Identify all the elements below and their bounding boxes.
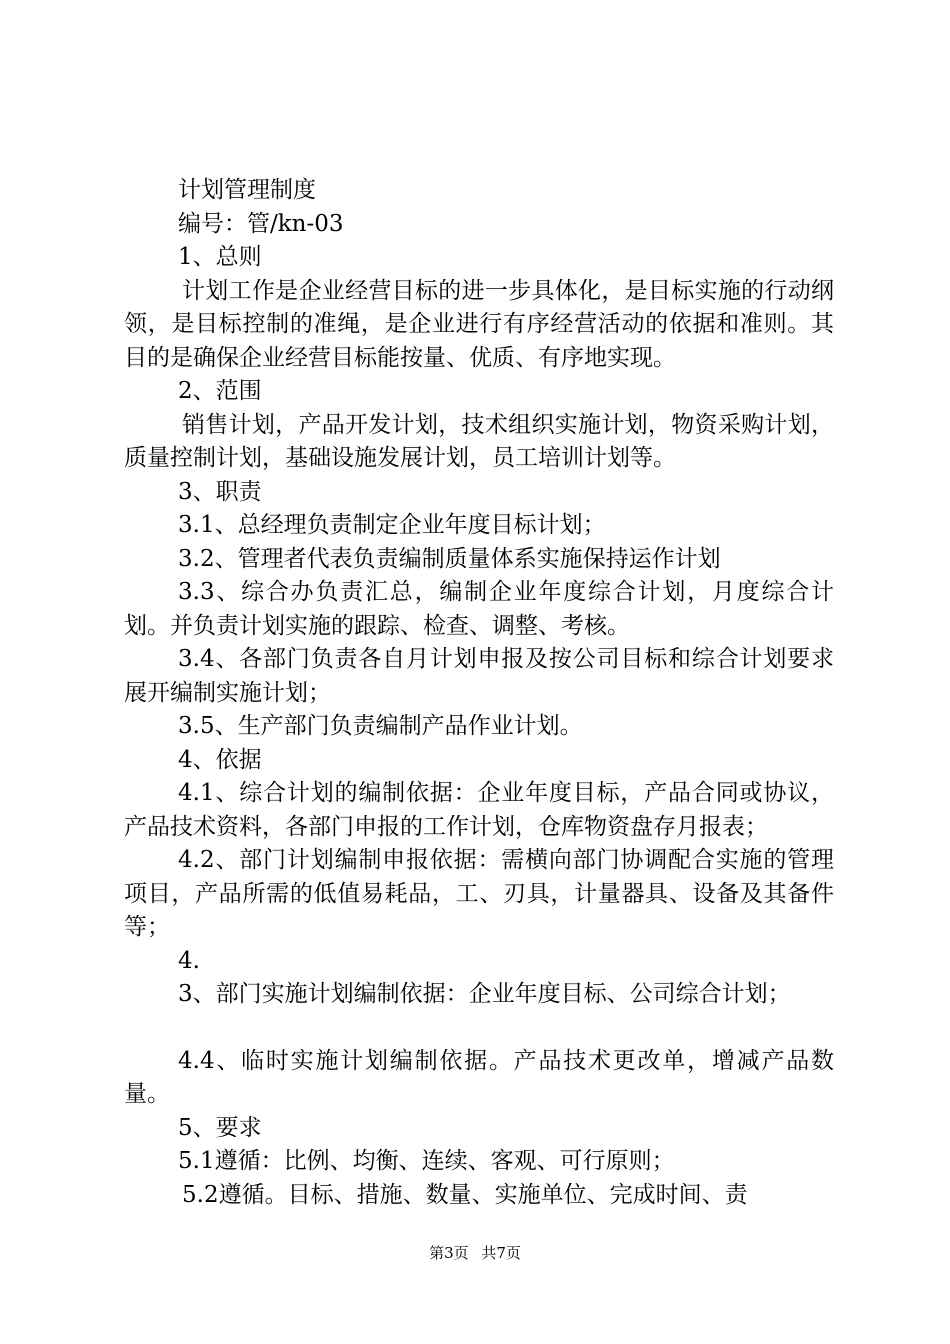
section-heading-basis: 4、依据 (178, 746, 262, 773)
paragraph-duty-3-3: 3.3、综合办负责汇总，编制企业年度综合计划，月度综合计划。并负责计划实施的跟踪、检查、调整、考核。 (124, 579, 834, 639)
paragraph-basis-4-3: 3、部门实施计划编制依据：企业年度目标、公司综合计划； (178, 981, 791, 1007)
document-body (124, 174, 834, 1212)
document-title: 计划管理制度 (178, 177, 316, 203)
section-heading-duties: 3、职责 (178, 478, 262, 505)
paragraph-duty-3-1: 3.1、总经理负责制定企业年度目标计划； (178, 512, 606, 538)
blank-line (124, 1012, 834, 1045)
paragraph-requirement-5-2: 5.2遵循。目标、措施、数量、实施单位、完成时间、责 (182, 1181, 748, 1208)
paragraph-general: 计划工作是企业经营目标的进一步具体化，是目标实施的行动纲领，是目标控制的准绳，是企业进行有序经营活动的依据和准则。其目的是确保企业经营目标能按量、优质、有序地实现。 (124, 277, 834, 371)
page-total: 共7页 (481, 1244, 521, 1262)
paragraph-requirement-5-1: 5.1遵循：比例、均衡、连续、客观、可行原则； (178, 1148, 675, 1174)
paragraph-basis-4-1: 4.1、综合计划的编制依据：企业年度目标，产品合同或协议，产品技术资料，各部门申报的工作计划，仓库物资盘存月报表； (124, 780, 834, 840)
paragraph-duty-3-5: 3.5、生产部门负责编制产品作业计划。 (178, 713, 583, 739)
section-heading-general: 1、总则 (178, 244, 262, 270)
paragraph-scope: 销售计划，产品开发计划，技术组织实施计划，物资采购计划，质量控制计划，基础设施发展计划，员工培训计划等。 (124, 411, 834, 471)
paragraph-basis-4-3-prefix: 4. (178, 947, 200, 974)
paragraph-duty-3-2: 3.2、管理者代表负责编制质量体系实施保持运作计划 (178, 545, 721, 572)
page-number: 第3页 (429, 1244, 469, 1262)
paragraph-basis-4-2: 4.2、部门计划编制申报依据：需横向部门协调配合实施的管理项目，产品所需的低值易耗品，工、刃具，计量器具、设备及其备件等； (124, 847, 834, 940)
paragraph-basis-4-4: 4.4、临时实施计划编制依据。产品技术更改单，增减产品数量。 (124, 1047, 834, 1107)
paragraph-duty-3-4: 3.4、各部门负责各自月计划申报及按公司目标和综合计划要求展开编制实施计划； (124, 646, 834, 706)
section-heading-requirements: 5、要求 (178, 1114, 262, 1141)
page-footer (0, 1243, 950, 1263)
document-code: 编号：管/kn-03 (178, 210, 344, 237)
section-heading-scope: 2、范围 (178, 378, 262, 404)
